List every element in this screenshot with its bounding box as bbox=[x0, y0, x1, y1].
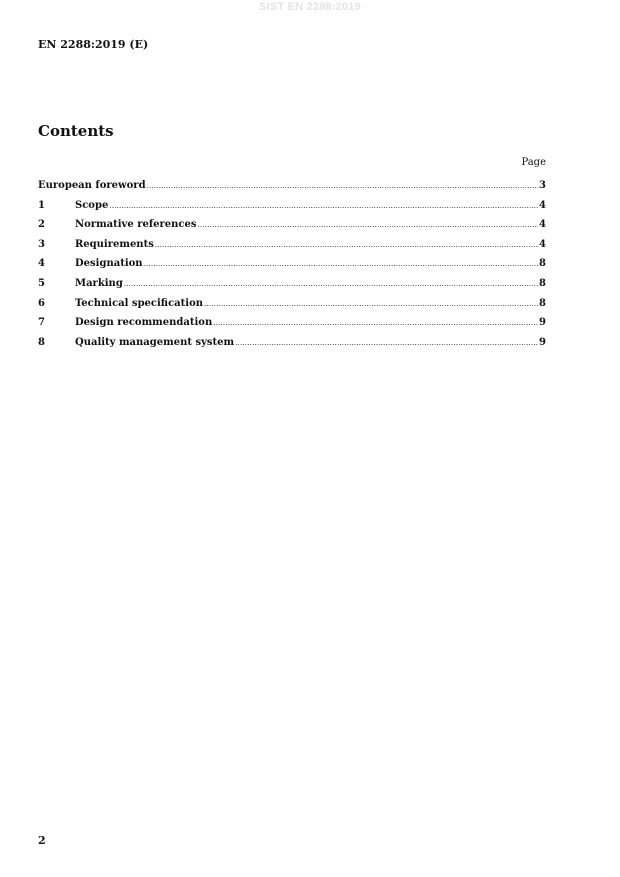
toc-leader-dots bbox=[235, 339, 538, 347]
toc-entry-technical-specification[interactable] bbox=[38, 298, 546, 318]
page-number: 2 bbox=[38, 834, 46, 847]
toc-leader-dots bbox=[124, 280, 538, 288]
toc-entry-marking[interactable] bbox=[38, 278, 546, 298]
toc-entry-title: Normative references bbox=[75, 219, 197, 231]
toc-leader-dots bbox=[144, 260, 538, 268]
toc-entry-title: Requirements bbox=[75, 238, 154, 250]
toc-entry-page: 8 bbox=[539, 258, 546, 270]
toc-leader-dots bbox=[155, 241, 538, 249]
toc-entry-page: 4 bbox=[539, 238, 546, 250]
toc-entry-page: 8 bbox=[539, 277, 546, 289]
page-column-label: Page bbox=[521, 157, 546, 168]
toc-entry-title: Marking bbox=[75, 277, 123, 289]
toc-entry-page: 9 bbox=[539, 336, 546, 348]
toc-entry-number: 4 bbox=[38, 258, 45, 270]
toc-entry-title: European foreword bbox=[38, 180, 146, 191]
toc-entry-title: Quality management system bbox=[75, 336, 235, 348]
toc-entry-title: Scope bbox=[75, 199, 109, 211]
toc-entry-design-recommendation[interactable] bbox=[38, 317, 546, 337]
toc-leader-dots bbox=[213, 319, 538, 327]
toc-entry-title: Designation bbox=[75, 258, 143, 270]
toc-entry-title: Technical specification bbox=[75, 297, 204, 309]
toc-leader-dots bbox=[204, 300, 538, 308]
toc-entry-number: 3 bbox=[38, 238, 45, 250]
toc-entry-number: 8 bbox=[38, 336, 45, 348]
toc-leader-dots bbox=[147, 182, 538, 190]
toc-entry-normative-references[interactable] bbox=[38, 219, 546, 239]
toc-entry-number: 6 bbox=[38, 297, 45, 309]
toc-entry-requirements[interactable] bbox=[38, 239, 546, 259]
document-id-header: EN 2288:2019 (E) bbox=[38, 38, 149, 51]
toc-entry-number: 7 bbox=[38, 317, 45, 329]
toc-leader-dots bbox=[198, 221, 539, 229]
toc-entry-page: 8 bbox=[539, 297, 546, 309]
watermark: SIST EN 2288:2019 bbox=[259, 1, 361, 13]
toc-entry-page: 4 bbox=[539, 199, 546, 211]
toc-leader-dots bbox=[109, 202, 538, 210]
toc-entry-scope[interactable] bbox=[38, 200, 546, 220]
toc-entry-foreword[interactable] bbox=[38, 180, 546, 200]
table-of-contents bbox=[38, 180, 546, 356]
toc-entry-page: 3 bbox=[539, 180, 546, 191]
toc-entry-page: 4 bbox=[539, 219, 546, 231]
toc-entry-title: Design recommendation bbox=[75, 317, 213, 329]
toc-entry-designation[interactable] bbox=[38, 258, 546, 278]
toc-entry-number: 2 bbox=[38, 219, 45, 231]
toc-entry-page: 9 bbox=[539, 317, 546, 329]
toc-entry-number: 1 bbox=[38, 199, 45, 211]
contents-heading: Contents bbox=[38, 122, 114, 140]
toc-entry-quality-management-system[interactable] bbox=[38, 337, 546, 357]
toc-entry-number: 5 bbox=[38, 277, 45, 289]
